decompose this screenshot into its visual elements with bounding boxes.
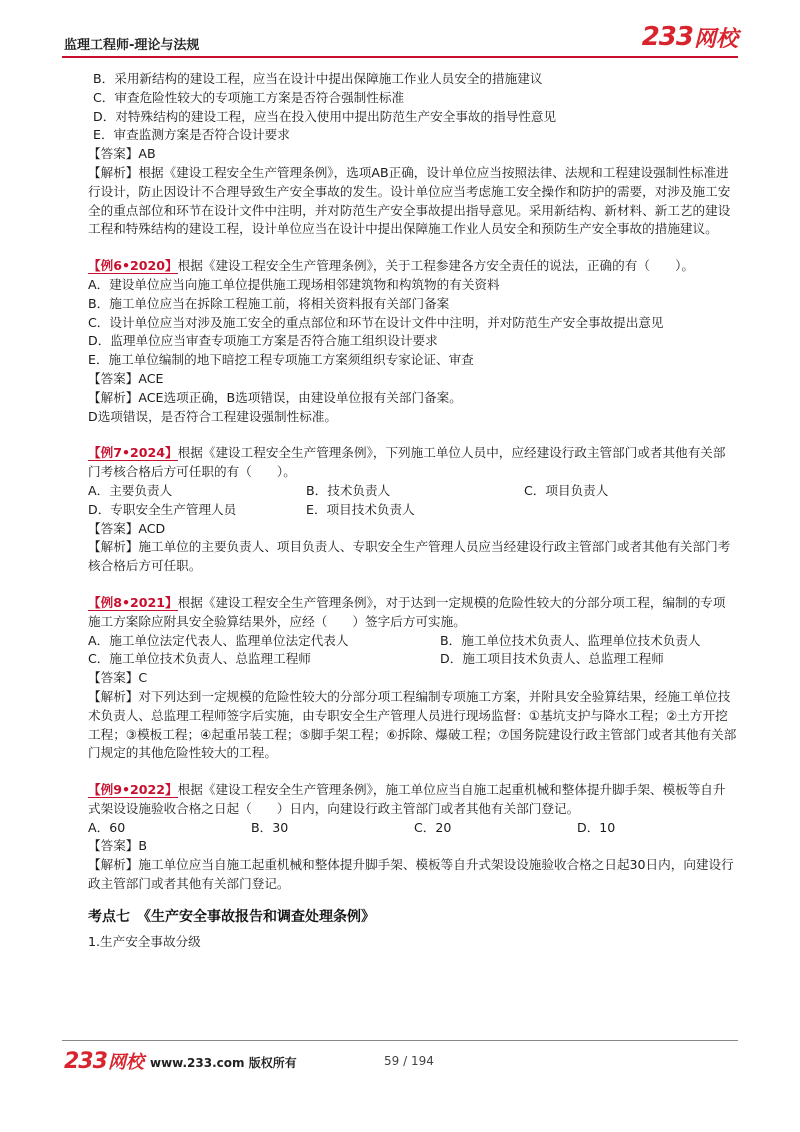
option-d: D．施工项目技术负责人、总监理工程师 [440, 651, 664, 667]
option-d: D．10 [577, 819, 616, 835]
subsection-heading: 1.生产安全事故分级 [88, 933, 201, 949]
option-c: C．20 [414, 819, 452, 835]
answer: 【答案】B [88, 838, 148, 854]
options-row [88, 819, 738, 838]
brand-logo[interactable] [642, 22, 738, 52]
option-b: B．施工单位应当在拆除工程施工前，将相关资料报有关部门备案 [88, 295, 450, 311]
spacer [88, 576, 738, 594]
footer-divider [62, 1040, 738, 1041]
page-footer [62, 1040, 738, 1080]
question-stem [88, 257, 738, 276]
example-tag: 【例8•2021】 [88, 594, 178, 610]
spacer [88, 426, 738, 444]
stem-text: 根据《建设工程安全生产管理条例》，施工单位应当自施工起重机械和整体提升脚手架、模板等自升式架设设施验收合格之日起（ ）日内，向建设行政主管部门或者其他有关部门登记。 [88, 782, 726, 816]
option-d: D．对特殊结构的建设工程，应当在投入使用中提出防范生产安全事故的指导性意见 [93, 108, 557, 124]
option-d: D．监理单位应当审查专项施工方案是否符合施工组织设计要求 [88, 333, 438, 349]
header-divider [62, 56, 738, 58]
example-tag: 【例7•2024】 [88, 445, 178, 461]
spacer [88, 763, 738, 781]
answer: 【答案】ACD [88, 520, 166, 536]
section-heading: 考点七 《生产安全事故报告和调查处理条例》 [88, 908, 375, 925]
stem-text: 根据《建设工程安全生产管理条例》，关于工程参建各方安全责任的说法，正确的有（ ）。 [177, 258, 694, 274]
option-a: A．建设单位应当向施工单位提供施工现场相邻建筑物和构筑物的有关资料 [88, 276, 500, 292]
header-title: 监理工程师-理论与法规 [64, 38, 200, 53]
options-row [88, 650, 738, 669]
answer: 【答案】AB [88, 146, 156, 162]
spacer [88, 239, 738, 257]
explanation: 【解析】根据《建设工程安全生产管理条例》，选项AB正确，设计单位应当按照法律、法规和工程建设强制性标准进行设计，防止因设计不合理导致生产安全事故的发生。设计单位应当考虑施工安全操作和防护的需要，对涉及施工安全的重点部位和环节在设计文件中注明，并对防范生产安全事故提出指导意见。采用新结构、新材料、新工艺的建设工程和特殊结构的建设工程，设计单位应当在设计中提出保障施工作业人员安全和预防生产安全事故的措施建议。 [88, 164, 731, 237]
option-a: A．主要负责人 [88, 482, 173, 498]
option-e: E．施工单位编制的地下暗挖工程专项施工方案须组织专家论证、审查 [88, 352, 474, 368]
logo-number: 233 [64, 1048, 107, 1074]
copyright-text: www.233.com 版权所有 [150, 1056, 297, 1070]
option-b: B．30 [251, 819, 289, 835]
option-c: C．施工单位技术负责人、总监理工程师 [88, 651, 311, 667]
question-stem [88, 444, 738, 482]
page-header [62, 18, 738, 62]
option-d: D．专职安全生产管理人员 [88, 501, 237, 517]
option-b: B．技术负责人 [306, 482, 391, 498]
logo-number: 233 [641, 22, 693, 52]
option-a: A．施工单位法定代表人、监理单位法定代表人 [88, 632, 349, 648]
option-c: C．审查危险性较大的专项施工方案是否符合强制性标准 [93, 89, 405, 105]
example-tag: 【例6•2020】 [88, 258, 178, 274]
example-tag: 【例9•2022】 [88, 782, 178, 798]
option-c: C．设计单位应当对涉及施工安全的重点部位和环节在设计文件中注明，并对防范生产安全事故提出意见 [88, 314, 664, 330]
footer-logo[interactable] [64, 1048, 144, 1074]
options-row [88, 482, 738, 501]
logo-text: 网校 [693, 26, 738, 52]
explanation: 【解析】施工单位应当自施工起重机械和整体提升脚手架、模板等自升式架设设施验收合格之日起30日内，向建设行政主管部门或者其他有关部门登记。 [88, 857, 734, 892]
stem-text: 根据《建设工程安全生产管理条例》，下列施工单位人员中，应经建设行政主管部门或者其他有关部门考核合格后方可任职的有（ ）。 [88, 445, 726, 480]
option-b: B．采用新结构的建设工程，应当在设计中提出保障施工作业人员安全的措施建议 [93, 71, 543, 86]
explanation: 【解析】施工单位的主要负责人、项目负责人、专职安全生产管理人员应当经建设行政主管部门或者其他有关部门考核合格后方可任职。 [88, 539, 731, 574]
stem-text: 根据《建设工程安全生产管理条例》，对于达到一定规模的危险性较大的分部分项工程，编制的专项施工方案除应附具安全验算结果外，应经（ ）签字后方可实施。 [88, 594, 726, 629]
option-e: E．项目技术负责人 [306, 501, 415, 517]
answer: 【答案】C [88, 670, 148, 686]
explanation-cont: D选项错误，是否符合工程建设强制性标准。 [88, 408, 337, 424]
document-body [88, 70, 738, 951]
logo-text: 网校 [107, 1052, 144, 1073]
explanation: 【解析】对下列达到一定规模的危险性较大的分部分项工程编制专项施工方案，并附具安全验算结果，经施工单位技术负责人、总监理工程师签字后实施，由专职安全生产管理人员进行现场监督：①基坑支护与降水工程；②土方开挖工程；③模板工程；④起重吊装工程；⑤脚手架工程；⑥拆除、爆破工程；⑦国务院建设行政主管部门或者其他有关部门规定的其他危险性较大的工程。 [88, 688, 737, 761]
question-stem [88, 594, 738, 632]
option-e: E．审查监测方案是否符合设计要求 [93, 127, 290, 143]
option-a: A．60 [88, 819, 126, 835]
explanation: 【解析】ACE选项正确，B选项错误，由建设单位报有关部门备案。 [88, 389, 462, 405]
question-stem [88, 781, 738, 819]
options-row [88, 632, 738, 651]
option-b: B．施工单位技术负责人、监理单位技术负责人 [440, 632, 701, 648]
options-row [88, 501, 738, 520]
option-c: C．项目负责人 [524, 482, 609, 498]
page-number: 59 / 194 [384, 1054, 434, 1068]
answer: 【答案】ACE [88, 370, 164, 386]
